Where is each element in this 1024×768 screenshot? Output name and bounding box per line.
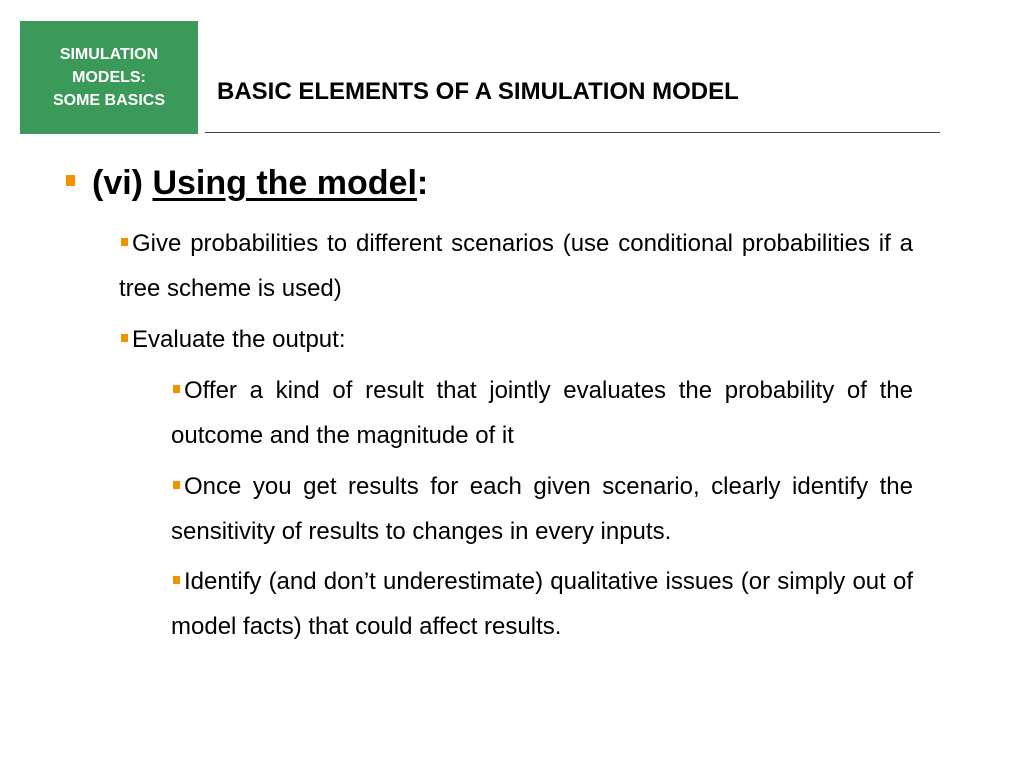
section-heading-suffix: : <box>416 164 429 202</box>
section-badge-line-1: SIMULATION <box>59 46 159 63</box>
list-item-text: Evaluate the output: <box>132 326 346 353</box>
section-heading-underlined: Using the model <box>152 164 417 202</box>
list-item-give-probabilities <box>119 221 913 311</box>
list-item-identify-issues <box>171 559 913 649</box>
section-heading <box>92 161 428 205</box>
square-bullet-icon <box>66 175 75 186</box>
list-item-text: Give probabilities to different scenarios (use conditional probabilities if a tree scheme is used) <box>119 230 913 302</box>
list-item-text: Offer a kind of result that jointly evaluates the probability of the outcome and the magnitude of it <box>171 377 913 449</box>
slide-title: BASIC ELEMENTS OF A SIMULATION MODEL <box>217 78 739 105</box>
list-item-text: Once you get results for each given scenario, clearly identify the sensitivity of results to changes in every inputs. <box>171 473 913 545</box>
list-item-text: Identify (and don’t underestimate) qualitative issues (or simply out of model facts) that could affect results. <box>171 568 913 640</box>
section-badge <box>20 21 198 134</box>
list-item-evaluate-output <box>119 317 913 362</box>
section-badge-line-3: SOME BASICS <box>52 92 165 109</box>
list-item-once-results <box>171 464 913 554</box>
list-item-offer-result <box>171 368 913 458</box>
title-divider <box>205 132 940 133</box>
section-badge-line-2: MODELS: <box>72 69 146 86</box>
section-heading-prefix: (vi) <box>92 164 153 202</box>
